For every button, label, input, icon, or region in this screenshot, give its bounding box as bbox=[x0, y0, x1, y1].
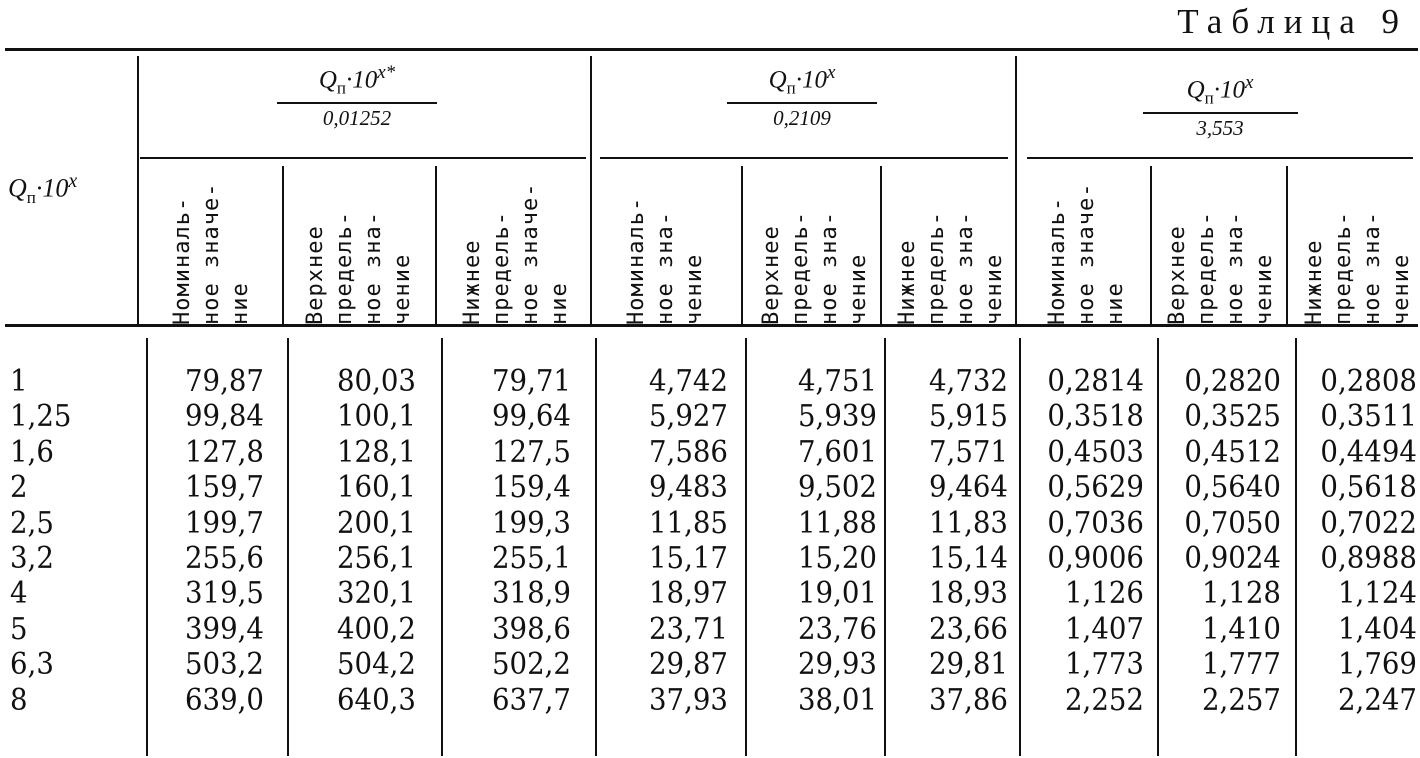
row-header-label: $Q_п\cdot 10^x$ bbox=[8, 170, 78, 207]
table-cell: 11,88 bbox=[797, 505, 877, 541]
table-cell: 0,8988 bbox=[1320, 540, 1417, 576]
col-divider bbox=[745, 338, 747, 756]
table-cell: 0,3518 bbox=[1047, 399, 1144, 435]
row-x-value: 1 bbox=[10, 364, 28, 399]
table-cell: 7,571 bbox=[928, 434, 1008, 470]
table-cell: 0,3525 bbox=[1184, 399, 1281, 435]
table-cell: 9,502 bbox=[797, 470, 877, 506]
table-cell: 15,20 bbox=[797, 540, 877, 576]
col-divider bbox=[741, 166, 743, 324]
col-divider bbox=[435, 166, 437, 324]
table-title: Таблица 9 bbox=[1177, 2, 1408, 41]
table-cell: 0,3511 bbox=[1320, 399, 1417, 435]
table-cell: 4,732 bbox=[928, 364, 1008, 399]
table-cell: 80,03 bbox=[336, 364, 416, 399]
group-denominator: 3,553 bbox=[1196, 116, 1244, 141]
row-x-value: 1,6 bbox=[10, 434, 54, 470]
table-cell: 79,71 bbox=[491, 364, 571, 399]
row-x-value: 1,25 bbox=[10, 399, 72, 435]
data-column bbox=[1299, 364, 1417, 718]
table-cell: 2,252 bbox=[1064, 682, 1144, 718]
subheader-upper: Верхнее предель- ное зна- чение bbox=[303, 211, 415, 325]
table-cell: 159,7 bbox=[184, 470, 264, 506]
col-divider bbox=[146, 338, 148, 756]
table-cell: 0,7050 bbox=[1184, 505, 1281, 541]
table-cell: 0,2808 bbox=[1320, 364, 1417, 399]
row-x-value: 2 bbox=[10, 470, 28, 506]
table-cell: 37,93 bbox=[648, 682, 728, 718]
table-cell: 1,404 bbox=[1337, 611, 1417, 647]
data-column bbox=[600, 364, 728, 718]
row-x-value: 8 bbox=[10, 682, 28, 718]
table-cell: 400,2 bbox=[336, 611, 416, 647]
col-divider bbox=[137, 56, 139, 324]
table-cell: 503,2 bbox=[184, 647, 264, 683]
table-cell: 159,4 bbox=[491, 470, 571, 506]
table-cell: 398,6 bbox=[491, 611, 571, 647]
table-cell: 504,2 bbox=[336, 647, 416, 683]
table-cell: 1,128 bbox=[1201, 576, 1281, 612]
subheader-nominal: Номиналь- ное значе- ние bbox=[1045, 182, 1128, 325]
data-column bbox=[750, 364, 877, 718]
table-cell: 1,769 bbox=[1337, 647, 1417, 683]
table-cell: 11,85 bbox=[648, 505, 728, 541]
table-cell: 0,7022 bbox=[1320, 505, 1417, 541]
table-cell: 256,1 bbox=[336, 540, 416, 576]
row-x-value: 2,5 bbox=[10, 505, 54, 541]
table-cell: 255,1 bbox=[491, 540, 571, 576]
table-cell: 5,939 bbox=[797, 399, 877, 435]
data-column bbox=[150, 364, 264, 718]
table-cell: 23,71 bbox=[648, 611, 728, 647]
table-cell: 1,124 bbox=[1337, 576, 1417, 612]
col-divider bbox=[441, 338, 443, 756]
table-cell: 0,2820 bbox=[1184, 364, 1281, 399]
group-denominator: 0,01252 bbox=[322, 106, 392, 131]
table-cell: 23,66 bbox=[928, 611, 1008, 647]
table-cell: 640,3 bbox=[336, 682, 416, 718]
group-denominator: 0,2109 bbox=[773, 106, 831, 131]
subheader-lower: Нижнее предель- ное зна- чение bbox=[895, 211, 1007, 325]
group-rule-2 bbox=[600, 157, 1008, 159]
table-cell: 5,927 bbox=[648, 399, 728, 435]
table-cell: 320,1 bbox=[336, 576, 416, 612]
table-cell: 0,2814 bbox=[1047, 364, 1144, 399]
group-divider bbox=[590, 56, 592, 324]
group-divider bbox=[595, 338, 597, 756]
col-divider bbox=[287, 338, 289, 756]
table-cell: 99,84 bbox=[184, 399, 264, 435]
table-cell: 160,1 bbox=[336, 470, 416, 506]
data-column bbox=[1024, 364, 1144, 718]
col-divider bbox=[1295, 338, 1297, 756]
table-cell: 199,3 bbox=[491, 505, 571, 541]
group-rule-3 bbox=[1027, 157, 1413, 159]
table-cell: 637,7 bbox=[491, 682, 571, 718]
row-x-value: 5 bbox=[10, 611, 28, 647]
table-cell: 639,0 bbox=[184, 682, 264, 718]
col-divider bbox=[282, 166, 284, 324]
row-x-value: 6,3 bbox=[10, 647, 54, 683]
table-cell: 29,81 bbox=[928, 647, 1008, 683]
table-cell: 1,126 bbox=[1064, 576, 1144, 612]
table-cell: 127,5 bbox=[491, 434, 571, 470]
row-x-value: 3,2 bbox=[10, 540, 54, 576]
table-cell: 4,742 bbox=[648, 364, 728, 399]
table-cell: 0,9006 bbox=[1047, 540, 1144, 576]
group-rule-1 bbox=[140, 157, 586, 159]
table-cell: 15,17 bbox=[648, 540, 728, 576]
table-cell: 0,5629 bbox=[1047, 470, 1144, 506]
table-cell: 0,4512 bbox=[1184, 434, 1281, 470]
table-cell: 37,86 bbox=[928, 682, 1008, 718]
data-column bbox=[1161, 364, 1281, 718]
table-cell: 15,14 bbox=[928, 540, 1008, 576]
table-cell: 79,87 bbox=[184, 364, 264, 399]
table-cell: 255,6 bbox=[184, 540, 264, 576]
subheader-nominal: Номиналь- ное зна- чение bbox=[624, 196, 707, 325]
table-cell: 19,01 bbox=[797, 576, 877, 612]
table-cell: 1,777 bbox=[1201, 647, 1281, 683]
table-cell: 199,7 bbox=[184, 505, 264, 541]
top-rule bbox=[5, 48, 1418, 51]
table-cell: 7,601 bbox=[797, 434, 877, 470]
data-column bbox=[889, 364, 1008, 718]
table-cell: 99,64 bbox=[491, 399, 571, 435]
table-cell: 319,5 bbox=[184, 576, 264, 612]
col-divider bbox=[1157, 338, 1159, 756]
table-cell: 11,83 bbox=[928, 505, 1008, 541]
table-cell: 100,1 bbox=[336, 399, 416, 435]
subheader-nominal: Номиналь- ное значе- ние bbox=[170, 182, 253, 325]
table-cell: 38,01 bbox=[797, 682, 877, 718]
table-cell: 1,410 bbox=[1201, 611, 1281, 647]
group-header-2: $Q_п\cdot 10^x$ 0,2109 bbox=[712, 62, 892, 131]
table-cell: 23,76 bbox=[797, 611, 877, 647]
table-cell: 1,407 bbox=[1064, 611, 1144, 647]
col-divider bbox=[1286, 166, 1288, 324]
subheader-lower: Нижнее предель- ное зна- чение bbox=[1302, 211, 1414, 325]
subheader-upper: Верхнее предель- ное зна- чение bbox=[759, 211, 871, 325]
table-cell: 0,4494 bbox=[1320, 434, 1417, 470]
table-cell: 0,4503 bbox=[1047, 434, 1144, 470]
table-cell: 18,93 bbox=[928, 576, 1008, 612]
table-cell: 399,4 bbox=[184, 611, 264, 647]
table-cell: 18,97 bbox=[648, 576, 728, 612]
table-cell: 7,586 bbox=[648, 434, 728, 470]
table-cell: 200,1 bbox=[336, 505, 416, 541]
subheader-upper: Верхнее предель- ное зна- чение bbox=[1165, 211, 1277, 325]
table-cell: 29,87 bbox=[648, 647, 728, 683]
table-cell: 1,773 bbox=[1064, 647, 1144, 683]
table-cell: 9,483 bbox=[648, 470, 728, 506]
table-cell: 0,5618 bbox=[1320, 470, 1417, 506]
data-column bbox=[446, 364, 571, 718]
table-cell: 5,915 bbox=[928, 399, 1008, 435]
table-cell: 29,93 bbox=[797, 647, 877, 683]
table-cell: 9,464 bbox=[928, 470, 1008, 506]
table-cell: 127,8 bbox=[184, 434, 264, 470]
group-header-1: $Q_п\cdot 10^{x*}$ 0,01252 bbox=[262, 62, 452, 131]
col-divider bbox=[880, 166, 882, 324]
table-cell: 0,5640 bbox=[1184, 470, 1281, 506]
table-cell: 502,2 bbox=[491, 647, 571, 683]
subheader-lower: Нижнее предель- ное значе- ние bbox=[460, 182, 572, 325]
group-divider bbox=[1019, 338, 1021, 756]
table-cell: 2,257 bbox=[1201, 682, 1281, 718]
x-column bbox=[10, 364, 77, 718]
table-cell: 2,247 bbox=[1337, 682, 1417, 718]
row-x-value: 4 bbox=[10, 576, 28, 612]
table-cell: 0,9024 bbox=[1184, 540, 1281, 576]
group-divider bbox=[1015, 56, 1017, 324]
group-header-3: $Q_п\cdot 10^x$ 3,553 bbox=[1130, 72, 1310, 141]
table-cell: 128,1 bbox=[336, 434, 416, 470]
table-cell: 0,7036 bbox=[1047, 505, 1144, 541]
table-cell: 4,751 bbox=[797, 364, 877, 399]
col-divider bbox=[884, 338, 886, 756]
data-column bbox=[292, 364, 416, 718]
table-cell: 318,9 bbox=[491, 576, 571, 612]
